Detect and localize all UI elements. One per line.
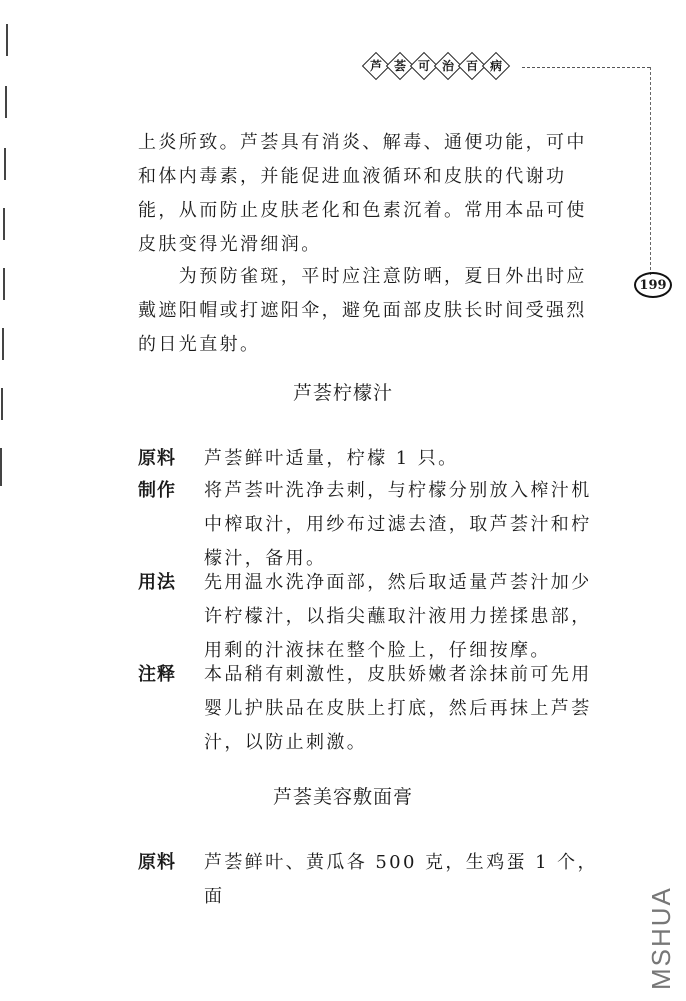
entry-text: 将芦荟叶洗净去刺，与柠檬分别放入榨汁机中榨取汁，用纱布过滤去渣，取芦荟汁和柠檬汁，备用。 bbox=[204, 480, 592, 569]
header-char: 可 bbox=[417, 58, 431, 73]
entry-label: 制作 bbox=[138, 480, 176, 501]
binding-mark bbox=[2, 328, 4, 360]
paragraph: 上炎所致。芦荟具有消炎、解毒、通便功能，可中和体内毒素，并能促进血液循环和皮肤的代谢功能，从而防止皮肤老化和色素沉着。常用本品可使皮肤变得光滑细润。 bbox=[138, 132, 587, 255]
watermark: MSHUA bbox=[646, 886, 676, 990]
section-title: 芦荟美容敷面膏 bbox=[272, 786, 413, 808]
entry-label: 用法 bbox=[138, 572, 176, 593]
binding-mark bbox=[3, 208, 5, 240]
entry-label: 注释 bbox=[138, 664, 176, 685]
header-char: 治 bbox=[441, 58, 455, 73]
binding-mark bbox=[3, 268, 5, 300]
binding-mark bbox=[5, 86, 7, 118]
paragraph: 为预防雀斑，平时应注意防晒，夏日外出时应戴遮阳帽或打遮阳伞，避免面部皮肤长时间受强烈的日光直射。 bbox=[138, 266, 587, 355]
recipe-entry bbox=[138, 474, 608, 576]
entry-text: 先用温水洗净面部，然后取适量芦荟汁加少许柠檬汁，以指尖蘸取汁液用力搓揉患部，用剩的汁液抹在整个脸上，仔细按摩。 bbox=[204, 572, 592, 661]
header-char: 病 bbox=[489, 58, 503, 73]
side-rule bbox=[650, 67, 651, 275]
section-title: 芦荟柠檬汁 bbox=[292, 382, 393, 404]
entry-text: 芦荟鲜叶、黄瓜各 500 克，生鸡蛋 1 个，面 bbox=[204, 852, 598, 907]
header-diamond bbox=[482, 52, 510, 80]
running-header-title bbox=[366, 56, 510, 76]
header-rule bbox=[522, 67, 650, 68]
header-char: 芦 bbox=[369, 58, 383, 73]
page-number: 199 bbox=[634, 272, 672, 298]
entry-text: 本品稍有刺激性，皮肤娇嫩者涂抹前可先用婴儿护肤品在皮肤上打底，然后再抹上芦荟汁，以防止刺激。 bbox=[204, 664, 592, 753]
recipe-entry bbox=[138, 846, 608, 914]
entry-label: 原料 bbox=[138, 448, 176, 469]
header-char: 百 bbox=[465, 58, 479, 73]
binding-mark bbox=[6, 24, 8, 56]
binding-mark bbox=[4, 148, 6, 180]
entry-label: 原料 bbox=[138, 852, 176, 873]
header-char: 荟 bbox=[393, 58, 407, 73]
recipe-entry bbox=[138, 658, 608, 760]
binding-mark bbox=[0, 448, 2, 486]
entry-text: 芦荟鲜叶适量，柠檬 1 只。 bbox=[204, 448, 459, 469]
recipe-entry bbox=[138, 442, 608, 476]
recipe-entry bbox=[138, 566, 608, 668]
